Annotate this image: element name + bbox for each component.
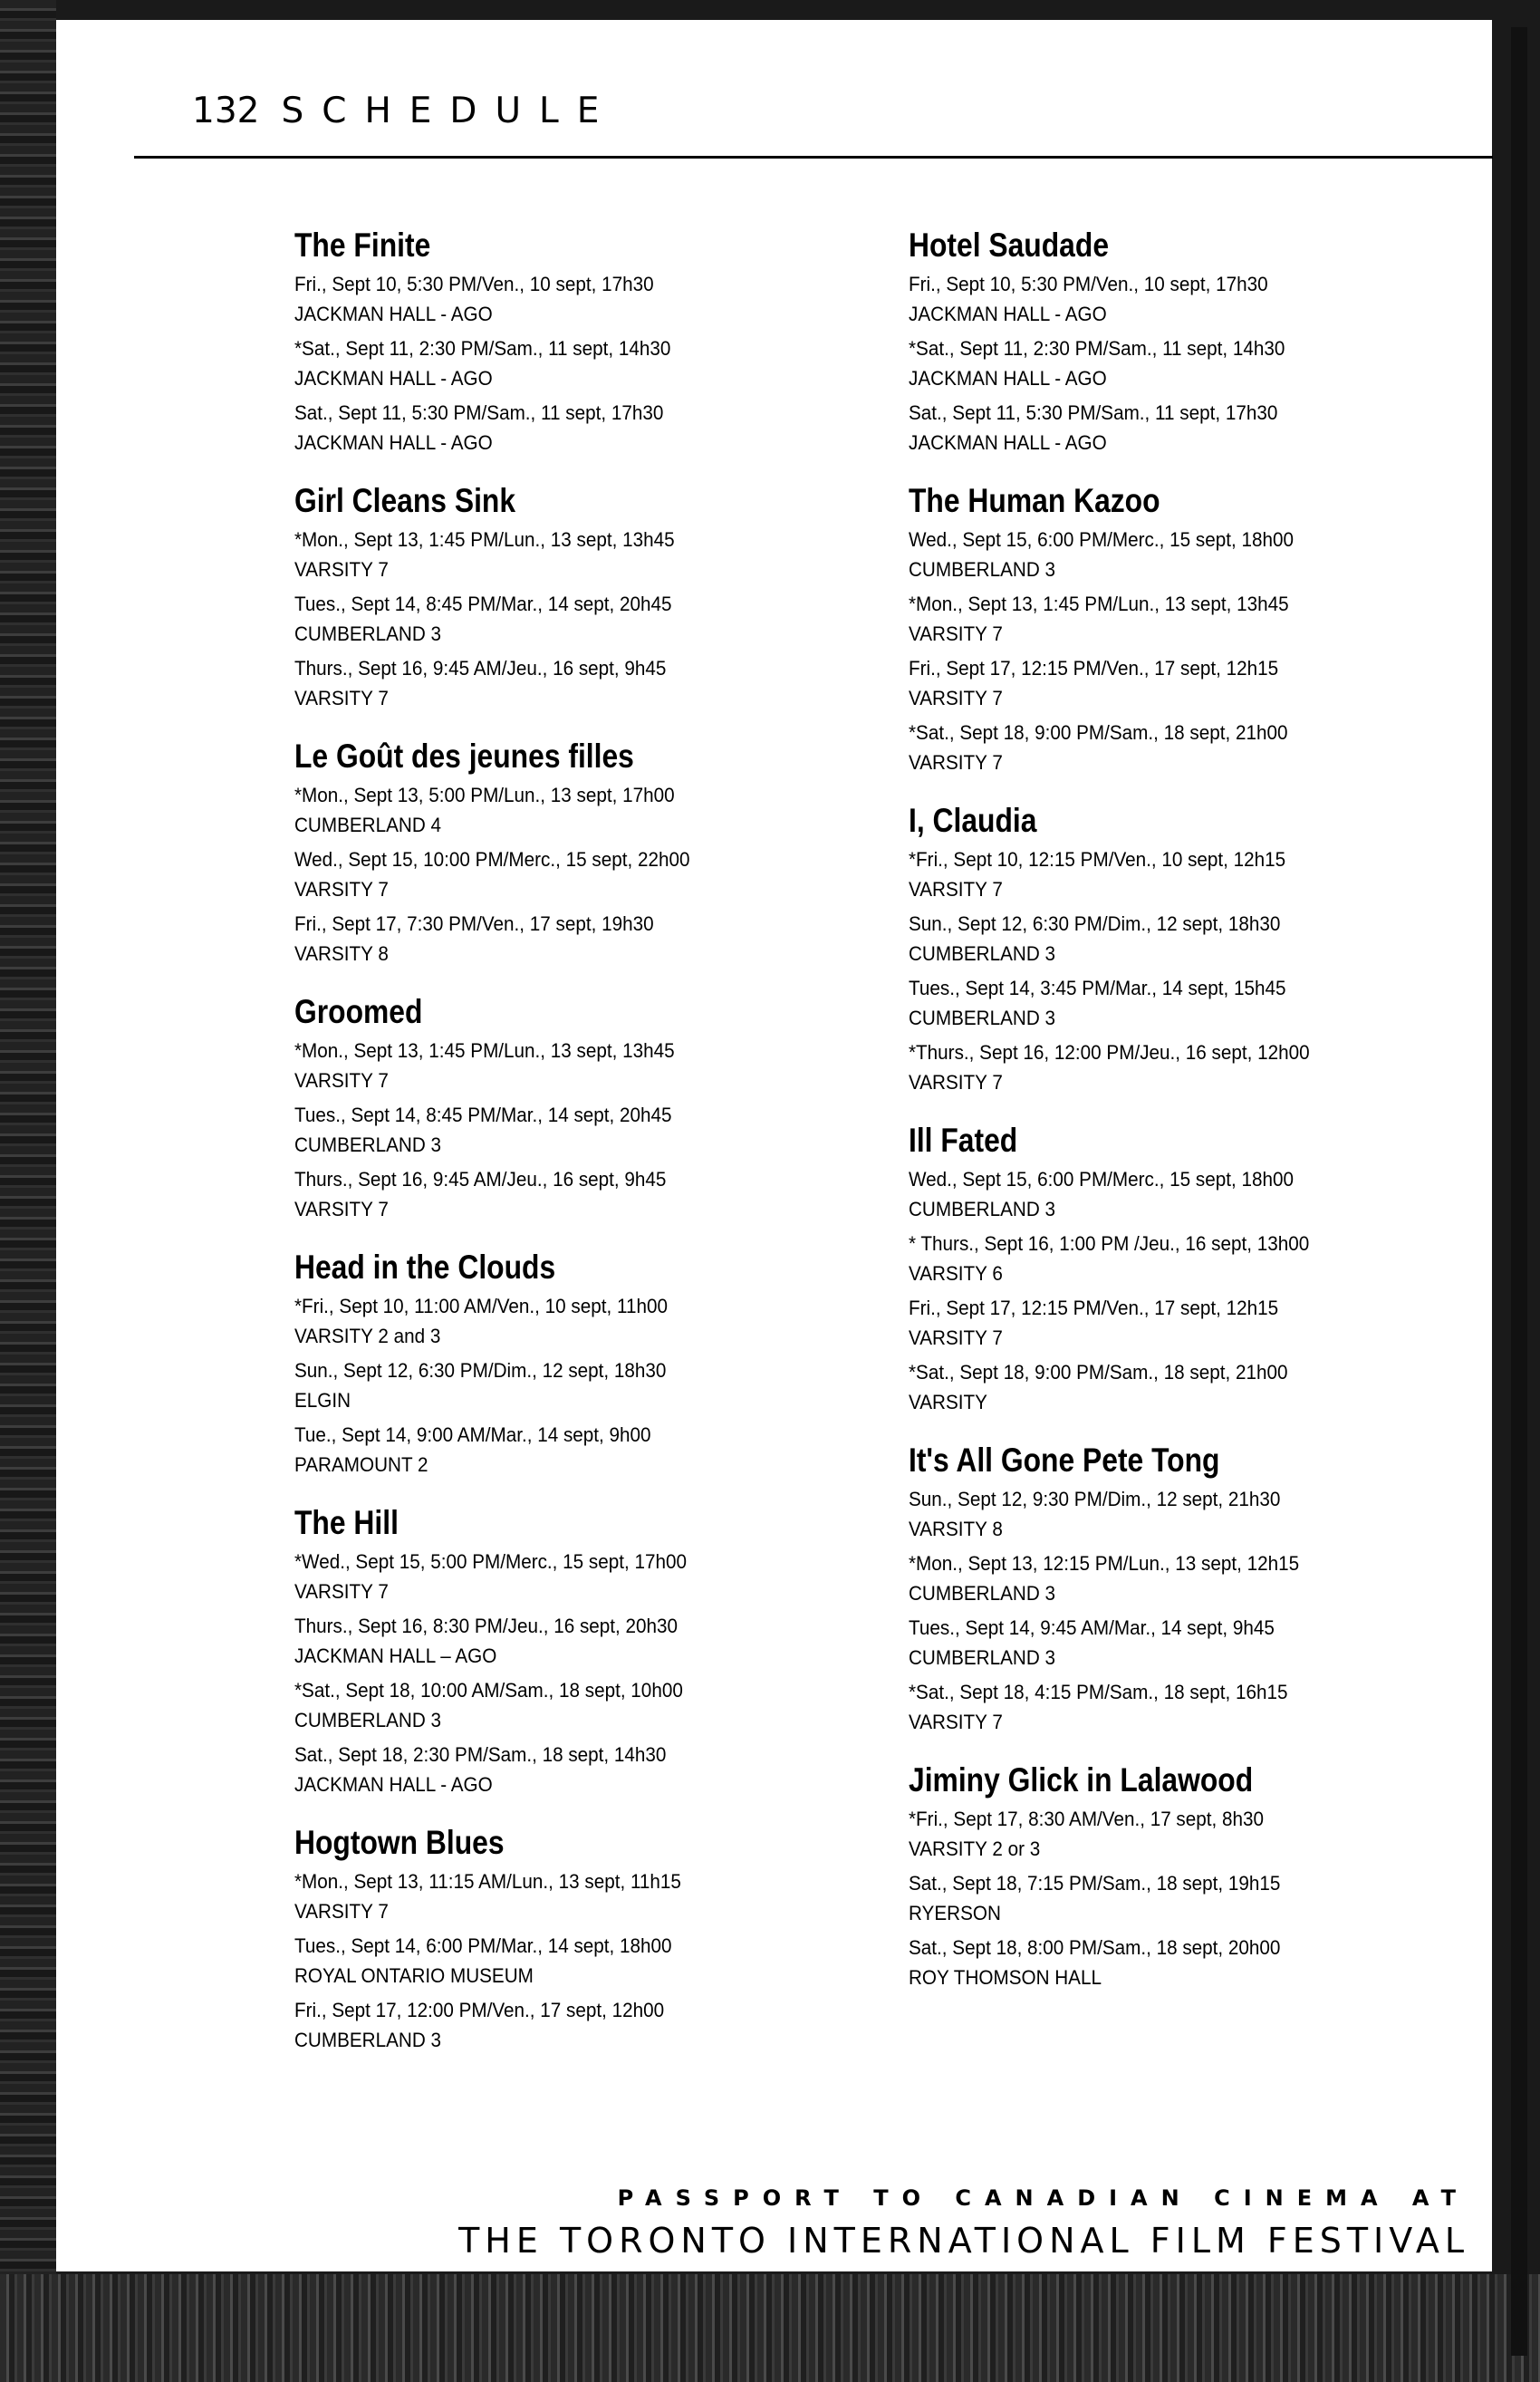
- showing-time: Sat., Sept 11, 5:30 PM/Sam., 11 sept, 17h30: [909, 401, 1278, 424]
- showing-time: Thurs., Sept 16, 9:45 AM/Jeu., 16 sept, 9h45: [294, 1168, 667, 1191]
- showing-venue: VARSITY 7: [909, 751, 1003, 774]
- showing-time: *Sat., Sept 18, 9:00 PM/Sam., 18 sept, 21h00: [909, 721, 1288, 744]
- right-column: [909, 225, 1452, 2015]
- showing-time: *Sat., Sept 18, 10:00 AM/Sam., 18 sept, 10h00: [294, 1679, 683, 1702]
- showing: [909, 333, 1452, 395]
- showing-venue: JACKMAN HALL – AGO: [294, 1644, 497, 1667]
- showing-time: *Wed., Sept 15, 5:00 PM/Merc., 15 sept, 17h00: [294, 1550, 688, 1573]
- showing-time: Tues., Sept 14, 8:45 PM/Mar., 14 sept, 20h45: [294, 1104, 672, 1126]
- film-entry: [909, 225, 1452, 459]
- showing: [294, 1355, 838, 1417]
- showing: [909, 398, 1452, 459]
- showing: [294, 780, 838, 842]
- film-title: Groomed: [294, 993, 423, 1030]
- showing-venue: VARSITY 7: [294, 1580, 389, 1603]
- showing-time: Sat., Sept 18, 7:15 PM/Sam., 18 sept, 19h15: [909, 1872, 1281, 1895]
- showing: [909, 653, 1452, 715]
- showing-venue: JACKMAN HALL - AGO: [909, 367, 1107, 390]
- showing: [294, 1420, 838, 1481]
- showing: [294, 269, 838, 331]
- showing-time: Fri., Sept 17, 7:30 PM/Ven., 17 sept, 19h30: [294, 912, 654, 935]
- film-title: Head in the Clouds: [294, 1249, 556, 1286]
- showing-time: Tues., Sept 14, 8:45 PM/Mar., 14 sept, 20h45: [294, 593, 672, 615]
- showing-venue: VARSITY 7: [294, 1069, 389, 1092]
- showing-venue: JACKMAN HALL - AGO: [294, 1773, 493, 1796]
- showing-venue: PARAMOUNT 2: [294, 1453, 428, 1476]
- showing-venue: VARSITY 7: [294, 687, 389, 709]
- showing-venue: CUMBERLAND 3: [294, 622, 442, 645]
- showing-venue: VARSITY 2 and 3: [294, 1325, 441, 1347]
- showing-time: *Fri., Sept 10, 12:15 PM/Ven., 10 sept, 12h15: [909, 848, 1286, 871]
- showing-venue: CUMBERLAND 3: [909, 1007, 1056, 1029]
- showing-venue: VARSITY 7: [909, 1071, 1003, 1094]
- film-title: The Human Kazoo: [909, 482, 1160, 519]
- film-title: Hogtown Blues: [294, 1824, 505, 1861]
- showing: [909, 718, 1452, 779]
- page-number: 132: [192, 91, 260, 131]
- showing-time: *Mon., Sept 13, 12:15 PM/Lun., 13 sept, 12h15: [909, 1552, 1300, 1575]
- showing-time: *Mon., Sept 13, 5:00 PM/Lun., 13 sept, 17h00: [294, 784, 675, 806]
- film-entry: [909, 480, 1452, 779]
- showing: [909, 1677, 1452, 1739]
- showing-time: Fri., Sept 17, 12:15 PM/Ven., 17 sept, 12h15: [909, 657, 1279, 680]
- showing: [294, 1995, 838, 2057]
- showing: [909, 1804, 1452, 1866]
- showing-venue: CUMBERLAND 3: [909, 1582, 1056, 1605]
- showing-venue: VARSITY 7: [909, 1326, 1003, 1349]
- showing-venue: CUMBERLAND 3: [909, 1198, 1056, 1220]
- showing-venue: VARSITY 8: [294, 942, 389, 965]
- showing: [294, 1100, 838, 1162]
- showing: [909, 909, 1452, 970]
- showing-time: *Mon., Sept 13, 1:45 PM/Lun., 13 sept, 13h45: [294, 1039, 675, 1062]
- showing-time: Sun., Sept 12, 6:30 PM/Dim., 12 sept, 18h30: [909, 912, 1281, 935]
- film-entry: [909, 800, 1452, 1099]
- film-entry: [294, 736, 838, 970]
- showing: [909, 1613, 1452, 1674]
- showing: [909, 1484, 1452, 1546]
- showing-venue: CUMBERLAND 3: [909, 942, 1056, 965]
- film-title: Ill Fated: [909, 1122, 1018, 1159]
- showing-venue: CUMBERLAND 3: [909, 1646, 1056, 1669]
- film-entry: [294, 1822, 838, 2057]
- showing: [909, 589, 1452, 651]
- showing-venue: ROYAL ONTARIO MUSEUM: [294, 1964, 534, 1987]
- showing-time: *Thurs., Sept 16, 12:00 PM/Jeu., 16 sept, 12h00: [909, 1041, 1310, 1064]
- showing-time: Fri., Sept 17, 12:15 PM/Ven., 17 sept, 12h15: [909, 1297, 1279, 1319]
- showing-venue: CUMBERLAND 3: [294, 1133, 442, 1156]
- footer-festival-name: THE TORONTO INTERNATIONAL FILM FESTIVAL: [458, 2221, 1469, 2261]
- showing-venue: CUMBERLAND 3: [294, 2029, 442, 2051]
- showing-time: *Mon., Sept 13, 1:45 PM/Lun., 13 sept, 13h45: [294, 528, 675, 551]
- footer-tagline: PASSPORT TO CANADIAN CINEMA AT: [617, 2185, 1469, 2211]
- film-title: Girl Cleans Sink: [294, 482, 516, 519]
- film-entry: [294, 225, 838, 459]
- showing-venue: VARSITY 8: [909, 1518, 1003, 1540]
- film-title: Jiminy Glick in Lalawood: [909, 1761, 1254, 1799]
- showing-time: Sat., Sept 18, 2:30 PM/Sam., 18 sept, 14h30: [294, 1743, 667, 1766]
- showing: [294, 1036, 838, 1097]
- header-rule: [134, 156, 1493, 159]
- showing: [294, 1675, 838, 1737]
- showing: [294, 653, 838, 715]
- showing-venue: CUMBERLAND 3: [909, 558, 1056, 581]
- showing-venue: CUMBERLAND 3: [294, 1709, 442, 1731]
- showing-time: *Sat., Sept 18, 9:00 PM/Sam., 18 sept, 21h00: [909, 1361, 1288, 1384]
- showing: [294, 333, 838, 395]
- page-edge-bottom: [0, 2274, 1540, 2382]
- showing: [909, 1037, 1452, 1099]
- film-title: The Hill: [294, 1504, 399, 1541]
- showing-time: Fri., Sept 10, 5:30 PM/Ven., 10 sept, 17h30: [294, 273, 654, 295]
- showing: [909, 1229, 1452, 1290]
- showing-time: *Sat., Sept 11, 2:30 PM/Sam., 11 sept, 14h30: [909, 337, 1285, 360]
- showing: [909, 844, 1452, 906]
- showing: [909, 1868, 1452, 1930]
- film-title: It's All Gone Pete Tong: [909, 1442, 1220, 1479]
- showing-venue: VARSITY 2 or 3: [909, 1837, 1041, 1860]
- film-entry: [294, 1502, 838, 1801]
- showing-time: Fri., Sept 17, 12:00 PM/Ven., 17 sept, 12h00: [294, 1999, 665, 2021]
- film-entry: [909, 1760, 1452, 1994]
- showing-venue: JACKMAN HALL - AGO: [909, 303, 1107, 325]
- film-entry: [294, 1247, 838, 1481]
- showing-time: *Mon., Sept 13, 1:45 PM/Lun., 13 sept, 13h45: [909, 593, 1289, 615]
- showing-venue: VARSITY: [909, 1391, 987, 1413]
- showing-venue: VARSITY 7: [294, 558, 389, 581]
- showing-venue: VARSITY 6: [909, 1262, 1003, 1285]
- showing: [294, 1291, 838, 1353]
- showing: [909, 269, 1452, 331]
- film-entry: [294, 991, 838, 1226]
- showing: [909, 525, 1452, 586]
- showing-time: Wed., Sept 15, 6:00 PM/Merc., 15 sept, 18h00: [909, 1168, 1294, 1191]
- showing: [909, 973, 1452, 1035]
- showing-venue: CUMBERLAND 4: [294, 814, 442, 836]
- showing: [294, 525, 838, 586]
- showing-time: *Mon., Sept 13, 11:15 AM/Lun., 13 sept, 11h15: [294, 1870, 681, 1893]
- showing-venue: VARSITY 7: [909, 1711, 1003, 1733]
- left-column: [294, 225, 838, 2078]
- showing-time: Tues., Sept 14, 3:45 PM/Mar., 14 sept, 15h45: [909, 977, 1286, 999]
- showing: [294, 1611, 838, 1673]
- showing-venue: RYERSON: [909, 1902, 1001, 1924]
- showing-time: Fri., Sept 10, 5:30 PM/Ven., 10 sept, 17h30: [909, 273, 1268, 295]
- showing: [909, 1357, 1452, 1419]
- showing-time: Wed., Sept 15, 10:00 PM/Merc., 15 sept, 22h00: [294, 848, 690, 871]
- showing: [294, 1931, 838, 1992]
- showing: [294, 1866, 838, 1928]
- binding-spine: [1511, 27, 1527, 2356]
- film-title: I, Claudia: [909, 802, 1037, 839]
- showing-venue: ELGIN: [294, 1389, 351, 1412]
- showing-venue: ROY THOMSON HALL: [909, 1966, 1102, 1989]
- film-title: Le Goût des jeunes filles: [294, 738, 634, 775]
- film-entry: [909, 1120, 1452, 1419]
- showing: [909, 1548, 1452, 1610]
- showing: [294, 1164, 838, 1226]
- page-header: [192, 91, 617, 131]
- film-title: Hotel Saudade: [909, 227, 1110, 264]
- film-title: The Finite: [294, 227, 431, 264]
- showing-venue: VARSITY 7: [909, 622, 1003, 645]
- showing-time: *Sat., Sept 18, 4:15 PM/Sam., 18 sept, 16h15: [909, 1681, 1288, 1703]
- showing-venue: VARSITY 7: [909, 878, 1003, 901]
- showing: [294, 398, 838, 459]
- page-edge-left: [0, 0, 56, 2382]
- showing-venue: VARSITY 7: [294, 878, 389, 901]
- showing-time: *Fri., Sept 10, 11:00 AM/Ven., 10 sept, 11h00: [294, 1295, 668, 1317]
- showing-venue: VARSITY 7: [294, 1900, 389, 1923]
- film-entry: [909, 1440, 1452, 1739]
- showing: [294, 844, 838, 906]
- showing-venue: VARSITY 7: [294, 1198, 389, 1220]
- showing-time: Thurs., Sept 16, 8:30 PM/Jeu., 16 sept, 20h30: [294, 1615, 679, 1637]
- showing-venue: JACKMAN HALL - AGO: [294, 367, 493, 390]
- showing-time: Tues., Sept 14, 9:45 AM/Mar., 14 sept, 9h45: [909, 1616, 1275, 1639]
- showing-time: Wed., Sept 15, 6:00 PM/Merc., 15 sept, 18h00: [909, 528, 1294, 551]
- showing: [294, 1740, 838, 1801]
- section-title: SCHEDULE: [281, 91, 618, 131]
- showing-time: Sun., Sept 12, 9:30 PM/Dim., 12 sept, 21h30: [909, 1488, 1281, 1510]
- showing-time: Tue., Sept 14, 9:00 AM/Mar., 14 sept, 9h00: [294, 1423, 651, 1446]
- showing: [909, 1164, 1452, 1226]
- showing-time: Tues., Sept 14, 6:00 PM/Mar., 14 sept, 18h00: [294, 1934, 672, 1957]
- showing-venue: VARSITY 7: [909, 687, 1003, 709]
- showing-time: *Sat., Sept 11, 2:30 PM/Sam., 11 sept, 14h30: [294, 337, 671, 360]
- showing: [909, 1293, 1452, 1355]
- showing-time: *Fri., Sept 17, 8:30 AM/Ven., 17 sept, 8h30: [909, 1808, 1265, 1830]
- film-entry: [294, 480, 838, 715]
- showing-time: Sat., Sept 18, 8:00 PM/Sam., 18 sept, 20h00: [909, 1936, 1281, 1959]
- showing: [294, 909, 838, 970]
- showing: [294, 1547, 838, 1608]
- showing-venue: JACKMAN HALL - AGO: [294, 431, 493, 454]
- showing: [909, 1933, 1452, 1994]
- showing-time: * Thurs., Sept 16, 1:00 PM /Jeu., 16 sept, 13h00: [909, 1232, 1310, 1255]
- showing: [294, 589, 838, 651]
- showing-time: Sat., Sept 11, 5:30 PM/Sam., 11 sept, 17h30: [294, 401, 664, 424]
- showing-time: Thurs., Sept 16, 9:45 AM/Jeu., 16 sept, 9h45: [294, 657, 667, 680]
- showing-venue: JACKMAN HALL - AGO: [909, 431, 1107, 454]
- showing-venue: JACKMAN HALL - AGO: [294, 303, 493, 325]
- showing-time: Sun., Sept 12, 6:30 PM/Dim., 12 sept, 18h30: [294, 1359, 667, 1382]
